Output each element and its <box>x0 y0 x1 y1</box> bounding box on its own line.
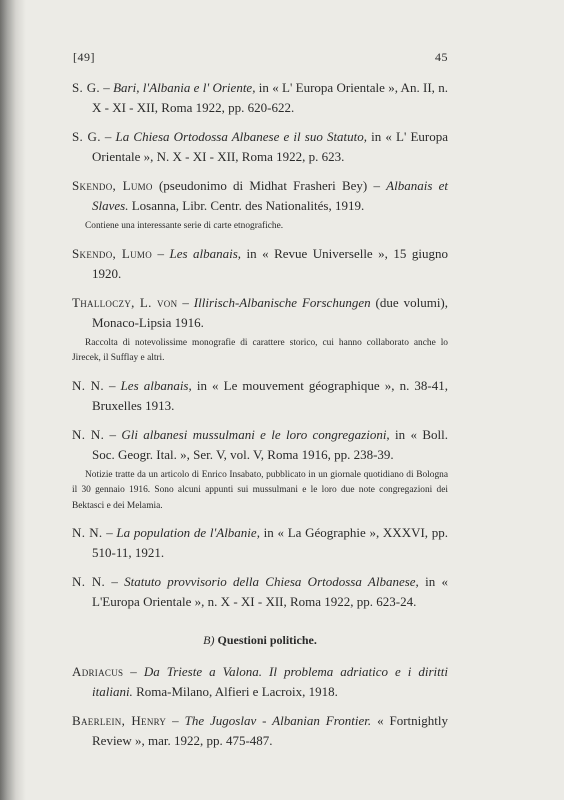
page-number: 45 <box>435 50 448 64</box>
entry-title: Les albanais, <box>169 245 242 261</box>
bibliography-entry <box>72 425 448 515</box>
entry-publication: in « Le mouvement géographique », n. 38-41, Bruxelles 1913. <box>92 377 449 413</box>
entry-citation: N. N. – La population de l'Albanie, in « La Géographie », XXXVI, pp. 510-11, 1921. <box>72 525 449 560</box>
bibliography-entry <box>72 293 448 367</box>
entry-author: N. N. <box>72 525 103 540</box>
book-spine-shadow <box>0 0 16 800</box>
entry-title: Albanais et Slaves. <box>92 178 448 213</box>
entry-note: Notizie tratte da un articolo di Enrico Insabato, pubblicato in un giornale quotidiano di Bologna il 30 gennaio 1916. Sono alcuni appunti sui mussulmani e le loro due note congregazioni dei Bektasci e dei Melamia. <box>72 469 448 511</box>
entry-title: La population de l'Albanie, <box>116 525 260 540</box>
entry-citation: Skendo, Lumo – Les albanais, in « Revue Universelle », 15 giugno 1920. <box>72 245 449 281</box>
entry-publication: in « Boll. Soc. Geogr. Ital. », Ser. V, vol. V, Roma 1916, pp. 238-39. <box>92 426 448 462</box>
bibliography-entry <box>72 176 448 235</box>
bibliography-list-political <box>72 662 448 751</box>
entry-author-note: (pseudonimo di Midhat Frasheri Bey) – <box>152 178 387 193</box>
entry-publication: in « L'Europa Orientale », n. X - XI - XII, Roma 1922, pp. 623-24. <box>92 574 448 609</box>
entry-author: N. N. <box>72 574 106 589</box>
entry-citation <box>72 176 448 216</box>
entry-author: Adriacus <box>72 664 124 679</box>
entry-author: Thalloczy, L. von <box>72 294 178 310</box>
bibliography-list <box>72 78 448 612</box>
entry-citation: Adriacus – Da Trieste a Valona. Il problema adriatico e i diritti italiani. Roma-Milano, Alfieri e Lacroix, 1918. <box>72 664 449 699</box>
entry-author: S. G. <box>72 129 101 144</box>
entry-publication: in « La Géographie », XXXVI, pp. 510-11, 1921. <box>92 525 449 560</box>
entry-title: Statuto provvisorio della Chiesa Ortodossa Albanese, <box>124 574 419 589</box>
entry-publication: in « L' Europa Orientale », An. II, n. X - XI - XII, Roma 1922, pp. 620-622. <box>92 80 448 115</box>
entry-note: Raccolta di notevolissime monografie di carattere storico, cui hanno collaborato anche lo Jirecek, il Sufflay e altri. <box>72 337 448 363</box>
entry-author: N. N. <box>72 377 104 393</box>
bibliography-entry <box>72 523 448 563</box>
bibliography-entry <box>72 711 448 751</box>
bibliography-entry <box>72 572 448 612</box>
entry-author: Skendo, Lumo <box>72 178 153 193</box>
entry-publication: Losanna, Libr. Centr. des Nationalités, 1919. <box>128 198 365 213</box>
entry-publication: (due volumi), Monaco-Lipsia 1916. <box>92 294 449 330</box>
section-heading <box>72 630 448 650</box>
entry-author: Skendo, Lumo <box>72 245 152 261</box>
page-signature: [49] <box>73 50 95 64</box>
entry-author: Baerlein, Henry <box>72 713 167 728</box>
bibliography-entry <box>72 127 448 167</box>
entry-citation: N. N. – Statuto provvisorio della Chiesa Ortodossa Albanese, in « L'Europa Orientale », n. X - XI - XII, Roma 1922, pp. 623-24. <box>72 574 448 609</box>
entry-title: Bari, l'Albania e l' Oriente, <box>113 80 256 95</box>
spine-gradient <box>16 0 26 800</box>
entry-publication: « Fortnightly Review », mar. 1922, pp. 475-487. <box>92 713 448 748</box>
bibliography-entry <box>72 244 448 284</box>
bibliography-entry <box>72 78 448 118</box>
section-title: Questioni politiche. <box>217 633 317 647</box>
entry-citation: S. G. – Bari, l'Albania e l' Oriente, in « L' Europa Orientale », An. II, n. X - XI - XII, Roma 1922, pp. 620-622. <box>72 80 448 115</box>
entry-title: Illirisch-Albanische Forschungen <box>193 294 371 310</box>
entry-title: Gli albanesi mussulmani e le loro congregazioni, <box>121 426 390 442</box>
section-letter: B) <box>203 633 215 647</box>
entry-author: S. G. <box>72 80 100 95</box>
entry-citation: Baerlein, Henry – The Jugoslav - Albanian Frontier. « Fortnightly Review », mar. 1922, pp. 475-487. <box>72 713 448 748</box>
entry-title: Da Trieste a Valona. Il problema adriatico e i diritti italiani. <box>92 664 449 699</box>
entry-title: Les albanais, <box>120 377 192 393</box>
entry-title: La Chiesa Ortodossa Albanese e il suo Statuto, <box>115 129 368 144</box>
bibliography-page <box>72 78 448 760</box>
entry-title: The Jugoslav - Albanian Frontier. <box>184 713 372 728</box>
entry-publication: Roma-Milano, Alfieri e Lacroix, 1918. <box>132 684 338 699</box>
entry-author: N. N. <box>72 426 105 442</box>
entry-note: Contiene una interessante serie di carte etnografiche. <box>85 221 284 231</box>
entry-citation: Thalloczy, L. von – Illirisch-Albanische Forschungen (due volumi), Monaco-Lipsia 1916. <box>72 294 449 330</box>
entry-citation: N. N. – Gli albanesi mussulmani e le loro congregazioni, in « Boll. Soc. Geogr. Ital. », Ser. V, vol. V, Roma 1916, pp. 238-39. <box>72 426 448 462</box>
entry-citation: S. G. – La Chiesa Ortodossa Albanese e il suo Statuto, in « L' Europa Orientale », N. X - XI - XII, Roma 1922, p. 623. <box>72 129 449 164</box>
entry-citation: N. N. – Les albanais, in « Le mouvement géographique », n. 38-41, Bruxelles 1913. <box>72 377 449 413</box>
bibliography-entry <box>72 376 448 416</box>
entry-publication: in « Revue Universelle », 15 giugno 1920. <box>92 245 449 281</box>
bibliography-entry <box>72 662 448 702</box>
entry-publication: in « L' Europa Orientale », N. X - XI - XII, Roma 1922, p. 623. <box>92 129 449 164</box>
